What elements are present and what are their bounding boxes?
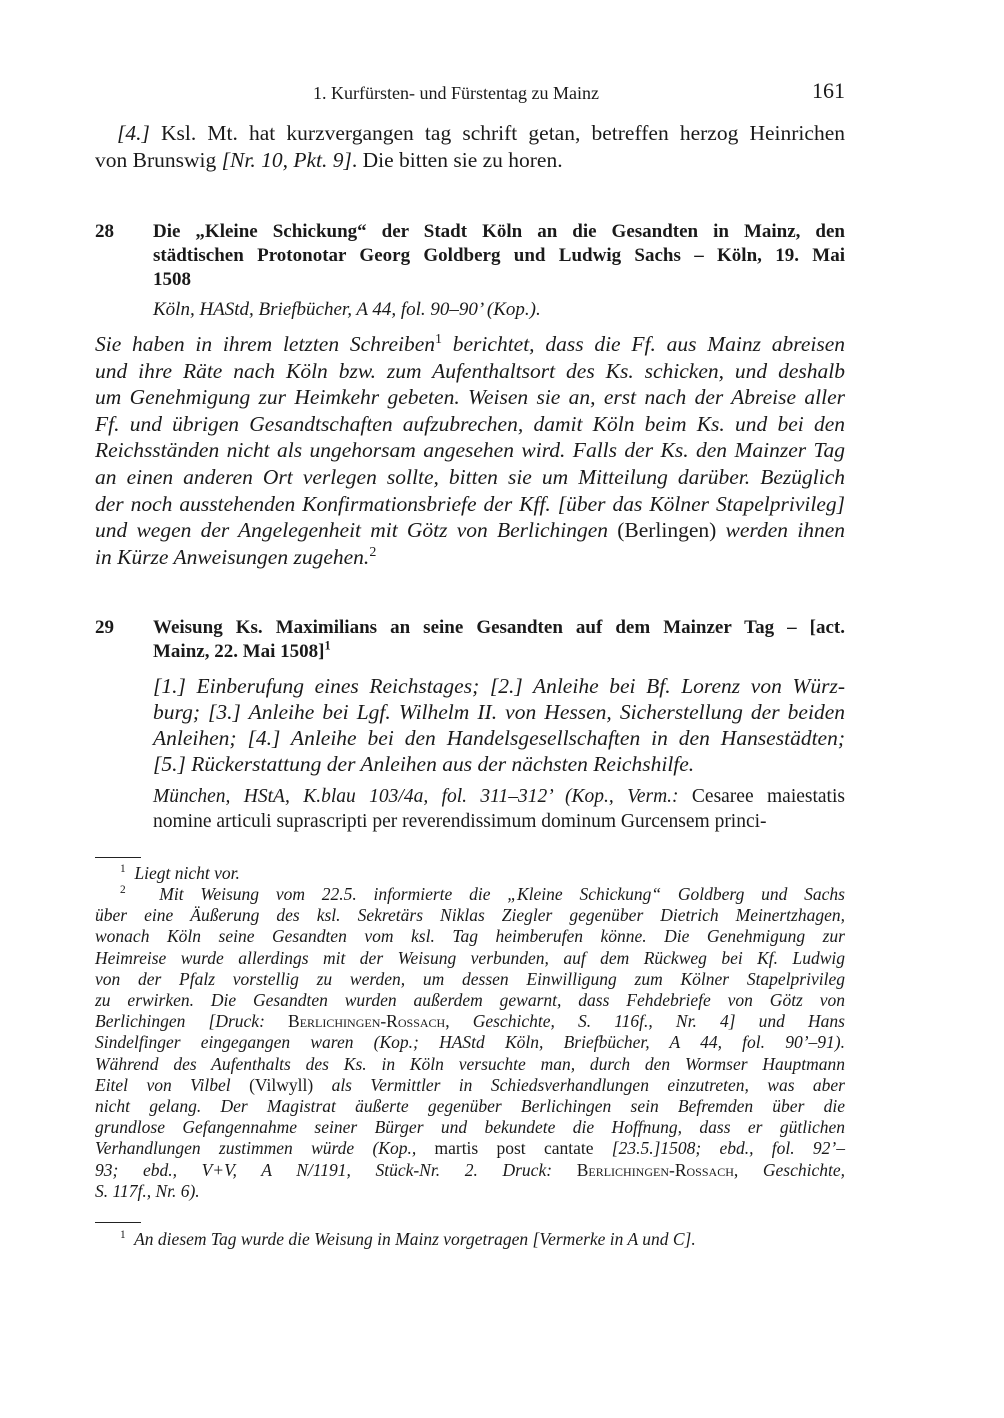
text-segment: S. 117f., Nr. 6). — [95, 1180, 200, 1201]
footnote-marker: 2 — [369, 544, 377, 560]
running-header — [95, 80, 845, 108]
text-line — [95, 437, 845, 464]
text-line — [153, 725, 845, 751]
doc-28-source — [153, 296, 845, 323]
text-segment: Berlichingen [Druck: — [95, 1011, 289, 1032]
text-segment: [4.] — [117, 121, 150, 145]
footnote-rule — [95, 857, 141, 858]
text-line — [95, 1054, 845, 1075]
text-line — [95, 948, 845, 969]
text-line — [153, 244, 845, 268]
text-segment: von der Pfalz vorstellig zu werden, um dessen Einwilligung zum Kölner Stapelprivileg — [95, 968, 845, 989]
footnote-b-1 — [120, 1229, 845, 1250]
text-segment: Liegt nicht vor. — [125, 863, 240, 883]
text-line — [95, 1096, 845, 1117]
text-segment: berichtet, dass die Ff. aus Mainz abreisen — [442, 332, 845, 356]
text-segment: Sie haben in ihrem letzten Schreiben — [95, 332, 436, 356]
footnote-rule-2 — [95, 1222, 141, 1223]
text-segment: [1.] Einberufung eines Reichstages; [2.] Anleihe bei Bf. Lorenz von Würz- — [153, 674, 845, 698]
text-segment: um Genehmigung zur Heimkehr gebeten. Weisen sie an, erst nach der Abreise aller — [95, 385, 845, 410]
text-line — [95, 969, 845, 990]
text-segment: [5.] Rückerstattung der Anleihen aus der nächsten Reichshilfe. — [153, 752, 695, 776]
text-segment: 93; ebd., V+V, A N/1191, Stück-Nr. 2. Druck: — [95, 1159, 577, 1180]
text-line — [153, 220, 845, 244]
footnote-marker: 1 — [324, 638, 331, 653]
text-segment: martis post cantate — [434, 1138, 612, 1159]
text-segment: [23.5.]1508; ebd., fol. 92’– — [611, 1138, 845, 1159]
text-line — [95, 331, 845, 358]
text-segment: Berlichingen-Rossach, — [576, 1159, 763, 1180]
text-line — [95, 1011, 845, 1032]
text-segment: Eitel von Vilbel — [95, 1074, 250, 1095]
text-line — [95, 491, 845, 518]
footnote-2 — [95, 884, 845, 1202]
text-segment: [Nr. 10, Pkt. 9] — [221, 148, 352, 172]
doc-28-number: 28 — [95, 221, 114, 242]
text-segment: Geschichte, — [762, 1159, 845, 1180]
text-segment: städtischen Protonotar Georg Goldberg und Ludwig Sachs – Köln, 19. Mai — [153, 245, 845, 266]
doc-29-regest — [153, 673, 845, 777]
text-segment: Heimreise wurde allerdings mit der Weisung verbunden, auf dem Rückweg bei Kf. Ludwig — [95, 947, 845, 968]
text-line — [120, 863, 845, 884]
text-segment: Weisung Ks. Maximilians an seine Gesandten auf dem Mainzer Tag – [act. — [153, 617, 845, 638]
text-segment: München, HStA, K.blau 103/4a, fol. 311–312’ (Kop., Verm.: — [153, 786, 692, 807]
footnote-marker: 2 — [120, 884, 126, 897]
text-segment: An diesem Tag wurde die Weisung in Mainz vorgetragen [Vermerke in A und C]. — [125, 1229, 696, 1249]
text-line — [95, 147, 845, 174]
intro-paragraph — [95, 120, 845, 174]
text-line — [95, 358, 845, 385]
text-segment: wonach Köln seine Gesandten vom ksl. Tag heimberufen könne. Die Genehmigung zur — [95, 926, 845, 947]
footnote-1 — [120, 863, 845, 884]
text-segment: Geschichte, S. 116f., Nr. 4] und Hans — [472, 1011, 845, 1032]
text-segment: Mainz, 22. Mai 1508] — [153, 641, 325, 662]
doc-29-source — [153, 784, 845, 834]
doc-29-number: 29 — [95, 617, 114, 638]
text-line — [120, 1229, 845, 1250]
text-line — [95, 990, 845, 1011]
text-line — [95, 464, 845, 491]
text-segment: Köln, HAStd, Briefbücher, A 44, fol. 90–90’ (Kop.). — [153, 299, 541, 320]
text-segment: Verhandlungen zustimmen würde (Kop., — [95, 1138, 435, 1159]
text-segment: 1508 — [153, 269, 191, 290]
text-segment: grundlose Gefangennahme seiner Bürger und bekundete die Hoffnung, dass er gütlichen — [95, 1117, 845, 1138]
text-line — [95, 411, 845, 438]
text-line — [95, 544, 845, 571]
doc-29-title — [153, 616, 845, 664]
text-line — [95, 905, 845, 926]
text-segment: nomine articuli suprascripti per reverendissimum dominum Gurcensem princi- — [153, 811, 767, 832]
page-number: 161 — [812, 78, 845, 103]
text-line — [95, 926, 845, 947]
text-line — [153, 784, 845, 809]
text-line — [95, 1138, 845, 1159]
text-segment: und wegen der Angelegenheit mit Götz von Berlichingen — [95, 518, 618, 543]
text-line — [95, 120, 845, 147]
text-segment: nicht gelang. Der Magistrat äußerte gegenüber Berlichingen sein Befremden über die — [95, 1096, 845, 1117]
text-line — [153, 751, 845, 777]
text-segment: (Vilwyll) — [249, 1074, 332, 1095]
text-segment: Während des Aufenthalts des Ks. in Köln versuchte man, durch den Wormser Hauptmann — [95, 1053, 845, 1074]
text-segment: Sindelfinger eingegangen waren (Kop.; HAStd Köln, Briefbücher, A 44, fol. 90’–91). — [95, 1032, 845, 1053]
text-segment: an einen anderen Ort verlegen sollte, bitten sie um Mitteilung darüber. Bezüglich — [95, 464, 845, 489]
text-line — [153, 809, 845, 834]
text-segment: Ff. und übrigen Gesandtschaften aufzubrechen, damit Köln beim Ks. und bei den — [95, 411, 845, 436]
text-segment: (Berlingen) — [617, 518, 726, 543]
text-segment: werden ihnen — [725, 518, 845, 543]
text-line — [95, 884, 845, 905]
text-line — [95, 1181, 845, 1202]
text-segment: zu erwirken. Die Gesandten wurden außerdem gewarnt, dass Fehdebriefe von Götz von — [95, 990, 845, 1011]
text-line — [153, 616, 845, 640]
text-line — [153, 296, 845, 323]
doc-28-title — [153, 220, 845, 292]
text-segment: über eine Äußerung des ksl. Sekretärs Niklas Ziegler gegenüber Dietrich Meinertzhagen, — [95, 905, 845, 926]
footnote-marker: 1 — [120, 863, 126, 876]
text-segment: der noch ausstehenden Konfirmationsbriefe der Kff. [über das Kölner Stapelprivileg] — [95, 491, 845, 516]
text-segment: Cesaree maiestatis — [691, 786, 845, 807]
text-line — [95, 1117, 845, 1138]
doc-28-regest — [95, 331, 845, 570]
text-segment: und ihre Räte nach Köln bzw. zum Aufenthaltsort des Ks. schicken, und deshalb — [95, 358, 845, 383]
text-line — [153, 673, 845, 699]
text-segment: Reichsständen nicht als ungehorsam angesehen wird. Falls der Ks. den Mainzer Tag — [95, 438, 845, 463]
text-line — [95, 517, 845, 544]
text-line — [153, 640, 845, 664]
running-title: 1. Kurfürsten- und Fürstentag zu Mainz — [313, 83, 599, 103]
text-line — [153, 699, 845, 725]
text-segment: burg; [3.] Anleihe bei Lgf. Wilhelm II. von Hessen, Sicherstellung der beiden — [153, 700, 845, 724]
text-segment: als Vermittler in Schiedsverhandlungen einzutreten, was aber — [331, 1074, 845, 1095]
text-line — [95, 384, 845, 411]
text-segment: Mit Weisung vom 22.5. informierte die „Kleine Schickung“ Goldberg und Sachs — [125, 884, 845, 904]
text-line — [95, 1032, 845, 1053]
text-line — [95, 1160, 845, 1181]
footnote-marker: 1 — [120, 1229, 126, 1242]
text-segment: von Brunswig — [95, 148, 222, 172]
text-segment: in Kürze Anweisungen zugehen. — [95, 544, 370, 569]
text-segment: Berlichingen-Rossach, — [288, 1011, 473, 1032]
text-segment: Anleihen; [4.] Anleihe bei den Handelsgesellschaften in den Hansestädten; — [153, 726, 845, 750]
text-line — [95, 1075, 845, 1096]
text-segment: Die „Kleine Schickung“ der Stadt Köln an die Gesandten in Mainz, den — [153, 221, 845, 242]
text-segment: . Die bitten sie zu horen. — [351, 148, 563, 172]
text-line — [153, 268, 845, 292]
footnote-marker: 1 — [435, 331, 442, 347]
text-segment: Ksl. Mt. hat kurzvergangen tag schrift getan, betreffen herzog Heinrichen — [149, 121, 845, 145]
